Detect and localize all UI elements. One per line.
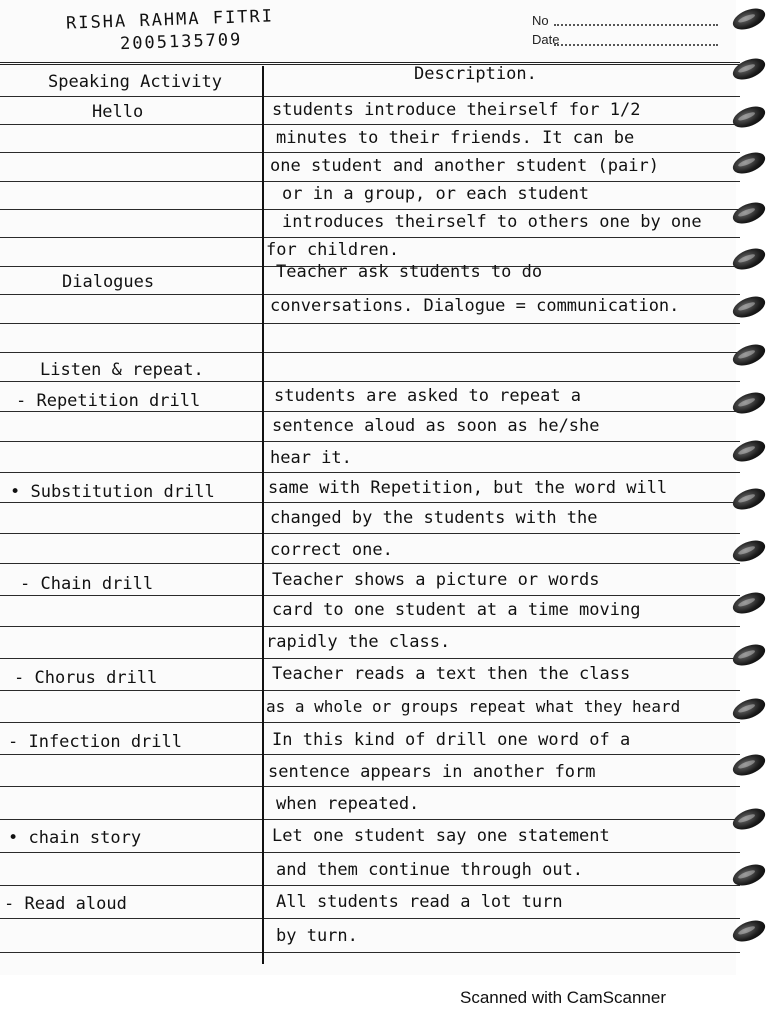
binding-ring [730,148,768,177]
binding-ring [730,388,768,417]
ruled-line [0,754,740,755]
binding-ring [730,860,768,889]
description-line: Teacher shows a picture or words [272,570,600,590]
activity-column-header: Speaking Activity [48,72,222,92]
description-line: sentence appears in another form [268,762,596,782]
ruled-line [0,690,740,691]
date-line [554,44,718,46]
activity-name: Listen & repeat. [40,360,204,380]
description-line: students introduce theirself for 1/2 [272,100,641,120]
ruled-line [0,626,740,627]
ruled-line [0,323,740,324]
activity-name: - Infection drill [8,732,182,752]
ruled-line [0,441,740,442]
activity-name: - Repetition drill [16,391,201,411]
description-line: In this kind of drill one word of a [272,730,631,750]
description-line: card to one student at a time moving [272,600,641,620]
binding-ring [730,198,768,227]
description-line: by turn. [276,926,358,946]
activity-name: • Substitution drill [10,482,215,502]
binding-ring [730,102,768,131]
description-line: rapidly the class. [266,632,451,652]
description-line: correct one. [270,540,393,560]
description-line: hear it. [270,448,352,468]
date-label: Date [532,32,560,47]
description-column-header: Description. [414,64,537,84]
activity-name: - Chorus drill [14,668,158,688]
binding-ring [730,694,768,723]
binding-ring [730,4,768,33]
ruled-line [0,352,740,353]
binding-ring [730,244,768,273]
binding-ring [730,750,768,779]
ruled-line [0,658,740,659]
description-line: conversations. Dialogue = communication. [270,296,680,316]
ruled-line [0,381,740,382]
ruled-line [0,722,740,723]
ruled-line [0,152,740,153]
ruled-line [0,411,740,412]
student-name: RISHA RAHMA FITRI [65,6,275,34]
ruled-line [0,96,740,97]
description-line: All students read a lot turn [276,892,563,912]
description-line: Let one student say one statement [272,826,610,846]
description-line: when repeated. [276,794,420,814]
binding-ring [730,340,768,369]
binding-ring [730,916,768,945]
binding-ring [730,436,768,465]
description-line: or in a group, or each student [282,184,590,204]
description-line: and them continue through out. [276,860,584,880]
ruled-line [0,819,740,820]
scanner-watermark: Scanned with CamScanner [460,988,667,1007]
description-line: same with Repetition, but the word will [268,478,668,498]
column-divider [262,66,264,964]
activity-name: - Read aloud [4,894,127,914]
binding-ring [730,292,768,321]
binding-ring [730,640,768,669]
ruled-line [0,918,740,919]
binding-ring [730,588,768,617]
binding-ring [730,536,768,565]
binding-ring [730,54,768,83]
description-line: sentence aloud as soon as he/she [272,416,600,436]
ruled-line [0,209,740,210]
activity-name: • chain story [8,828,142,848]
ruled-line [0,595,740,596]
description-line: minutes to their friends. It can be [276,128,635,148]
ruled-line [0,786,740,787]
description-line: as a whole or groups repeat what they heard [266,697,681,716]
activity-name: Hello [92,102,144,122]
ruled-line [0,124,740,125]
description-line: changed by the students with the [270,508,598,528]
description-line: one student and another student (pair) [270,156,659,176]
no-line [554,24,718,26]
ruled-line [0,472,740,473]
binding-ring [730,804,768,833]
top-rule [0,62,740,65]
ruled-line [0,533,740,534]
description-line: Teacher reads a text then the class [272,664,631,684]
description-line: students are asked to repeat a [274,386,582,406]
ruled-line [0,563,740,564]
student-id: 2005135709 [119,29,243,55]
no-label: No [532,13,549,28]
description-line: for children. [266,240,400,260]
activity-name: Dialogues [62,272,155,292]
ruled-line [0,237,740,238]
ruled-line [0,885,740,886]
ruled-line [0,952,740,953]
description-line: introduces theirself to others one by one [282,212,702,232]
description-line: Teacher ask students to do [276,262,543,282]
spiral-binding [728,0,768,980]
ruled-line [0,852,740,853]
binding-ring [730,484,768,513]
ruled-line [0,294,740,295]
ruled-line [0,181,740,182]
activity-name: - Chain drill [20,574,154,594]
ruled-line [0,502,740,503]
